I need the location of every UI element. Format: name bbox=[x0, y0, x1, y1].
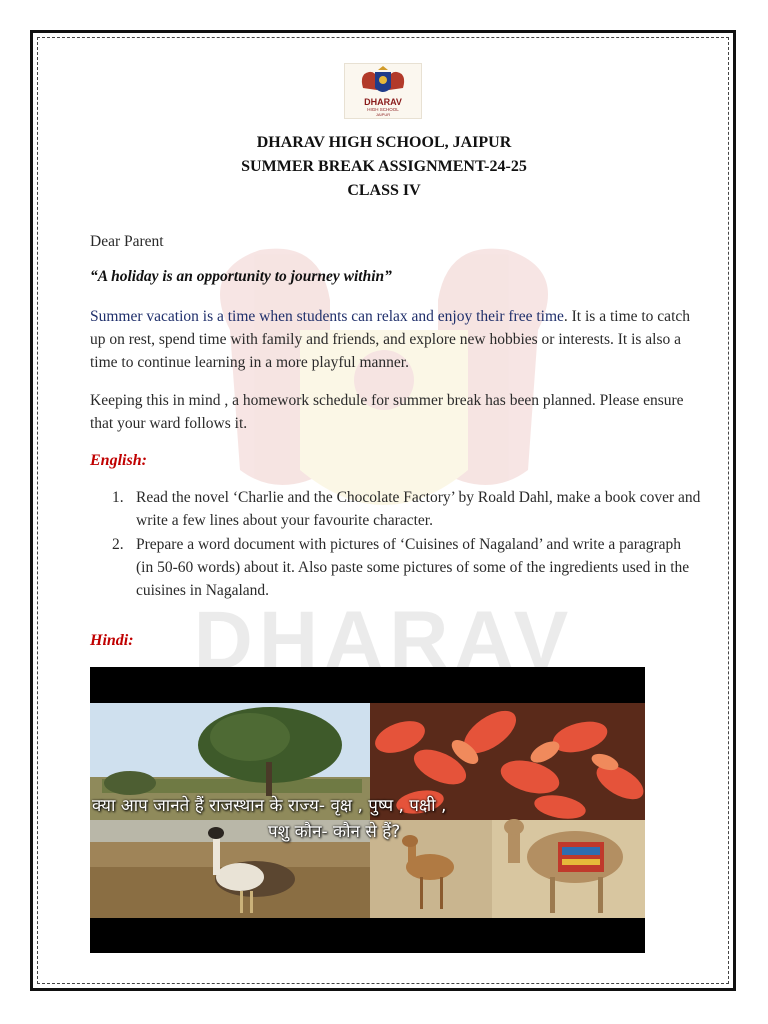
schedule-paragraph: Keeping this in mind , a homework schedule for summer break has been planned. Please ensure that your ward follows it. bbox=[90, 392, 684, 432]
rajasthan-symbols-image bbox=[90, 667, 645, 953]
list-item bbox=[112, 533, 702, 602]
salutation: Dear Parent bbox=[90, 233, 164, 250]
assignment-title: SUMMER BREAK ASSIGNMENT-24-25 bbox=[241, 158, 527, 175]
list-number: 1. bbox=[112, 489, 124, 506]
logo-name: DHARAV bbox=[364, 97, 402, 107]
hindi-heading: Hindi: bbox=[90, 632, 134, 649]
logo-subtitle: HIGH SCHOOL bbox=[367, 107, 399, 112]
intro-highlight: Summer vacation is a time when students can relax and enjoy their free time bbox=[90, 308, 564, 325]
school-logo bbox=[344, 63, 422, 119]
list-text: Read the novel ‘Charlie and the Chocolate Factory’ by Roald Dahl, make a book cover and write a few lines about your favourite character. bbox=[136, 489, 701, 529]
english-heading: English: bbox=[90, 452, 147, 469]
class-title: CLASS IV bbox=[347, 182, 421, 199]
list-number: 2. bbox=[112, 536, 124, 553]
quote: “A holiday is an opportunity to journey within” bbox=[90, 268, 392, 285]
list-item bbox=[112, 486, 702, 532]
logo-city: JAIPUR bbox=[375, 112, 391, 117]
english-list bbox=[112, 486, 702, 603]
list-text: Prepare a word document with pictures of ‘Cuisines of Nagaland’ and write a paragraph (in 50-60 words) about it. Also paste some pictures of some of the ingredients used in the cuisines in Nagaland. bbox=[136, 536, 690, 599]
intro-paragraph bbox=[90, 305, 700, 374]
watermark-text: DHARAV bbox=[193, 595, 575, 686]
image-caption-line2: पशु कौन- कौन से हैं? bbox=[268, 822, 401, 842]
crest-icon bbox=[345, 64, 421, 98]
school-name: DHARAV HIGH SCHOOL, JAIPUR bbox=[256, 134, 512, 151]
intro-rest: . It is a time to catch up on rest, spend time with family and friends, and explore new hobbies or interests. It is also a time to continue learning in a more playful manner. bbox=[90, 308, 691, 371]
image-caption-line1: क्या आप जानते हैं राजस्थान के राज्य- वृक्ष , पुष्प , पक्षी , bbox=[92, 796, 447, 816]
